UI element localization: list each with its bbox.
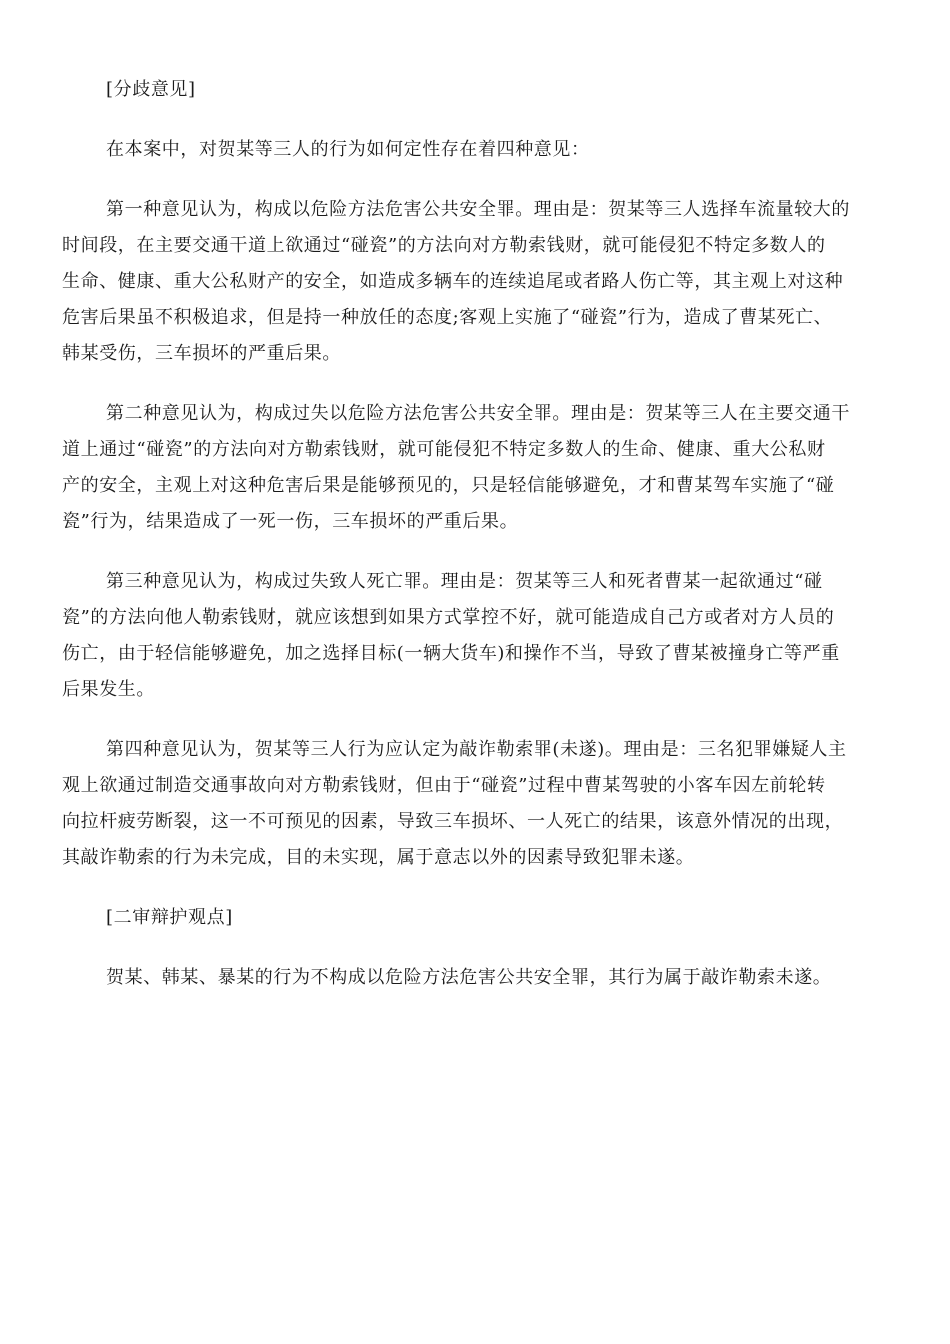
text-line: 第三种意见认为，构成过失致人死亡罪。理由是：贺某等三人和死者曹某一起欲通过“碰 [106, 571, 823, 592]
opinion-paragraph-3 [62, 564, 886, 708]
text-line: 道上通过“碰瓷”的方法向对方勒索钱财，就可能侵犯不特定多数人的生命、健康、重大公私财 [62, 439, 826, 460]
text-line: 时间段，在主要交通干道上欲通过“碰瓷”的方法向对方勒索钱财，就可能侵犯不特定多数人的 [62, 235, 826, 256]
text-line: 韩某受伤，三车损坏的严重后果。 [62, 343, 341, 364]
document-body [62, 72, 886, 1020]
section-heading-divergence: [分歧意见] [106, 79, 196, 100]
section-heading-defense: [二审辩护观点] [106, 907, 233, 928]
defense-paragraph: 贺某、韩某、暴某的行为不构成以危险方法危害公共安全罪，其行为属于敲诈勒索未遂。 [106, 967, 832, 988]
opinion-paragraph-4 [62, 732, 886, 876]
text-line: 第一种意见认为，构成以危险方法危害公共安全罪。理由是：贺某等三人选择车流量较大的 [106, 199, 850, 220]
text-line: 其敲诈勒索的行为未完成，目的未实现，属于意志以外的因素导致犯罪未遂。 [62, 847, 695, 868]
text-line: 伤亡，由于轻信能够避免，加之选择目标(一辆大货车)和操作不当，导致了曹某被撞身亡等严重 [62, 643, 840, 664]
text-line: 观上欲通过制造交通事故向对方勒索钱财，但由于“碰瓷”过程中曹某驾驶的小客车因左前轮转 [62, 775, 826, 796]
text-line: 危害后果虽不积极追求，但是持一种放任的态度;客观上实施了“碰瓷”行为，造成了曹某死亡、 [62, 307, 833, 328]
text-line: 瓷”的方法向他人勒索钱财，就应该想到如果方式掌控不好，就可能造成自己方或者对方人员的 [62, 607, 835, 628]
text-line: 向拉杆疲劳断裂，这一不可预见的因素，导致三车损坏、一人死亡的结果，该意外情况的出现， [62, 811, 844, 832]
text-line: 后果发生。 [62, 679, 155, 700]
text-line: 第二种意见认为，构成过失以危险方法危害公共安全罪。理由是：贺某等三人在主要交通干 [106, 403, 850, 424]
text-line: 第四种意见认为，贺某等三人行为应认定为敲诈勒索罪(未遂)。理由是：三名犯罪嫌疑人主 [106, 739, 847, 760]
opinion-paragraph-1 [62, 192, 886, 372]
opinion-paragraph-2 [62, 396, 886, 540]
text-line: 产的安全，主观上对这种危害后果是能够预见的，只是轻信能够避免，才和曹某驾车实施了“碰 [62, 475, 835, 496]
text-line: 生命、健康、重大公私财产的安全，如造成多辆车的连续追尾或者路人伤亡等，其主观上对这种 [62, 271, 844, 292]
intro-paragraph: 在本案中，对贺某等三人的行为如何定性存在着四种意见： [106, 139, 590, 160]
text-line: 瓷”行为，结果造成了一死一伤，三车损坏的严重后果。 [62, 511, 519, 532]
